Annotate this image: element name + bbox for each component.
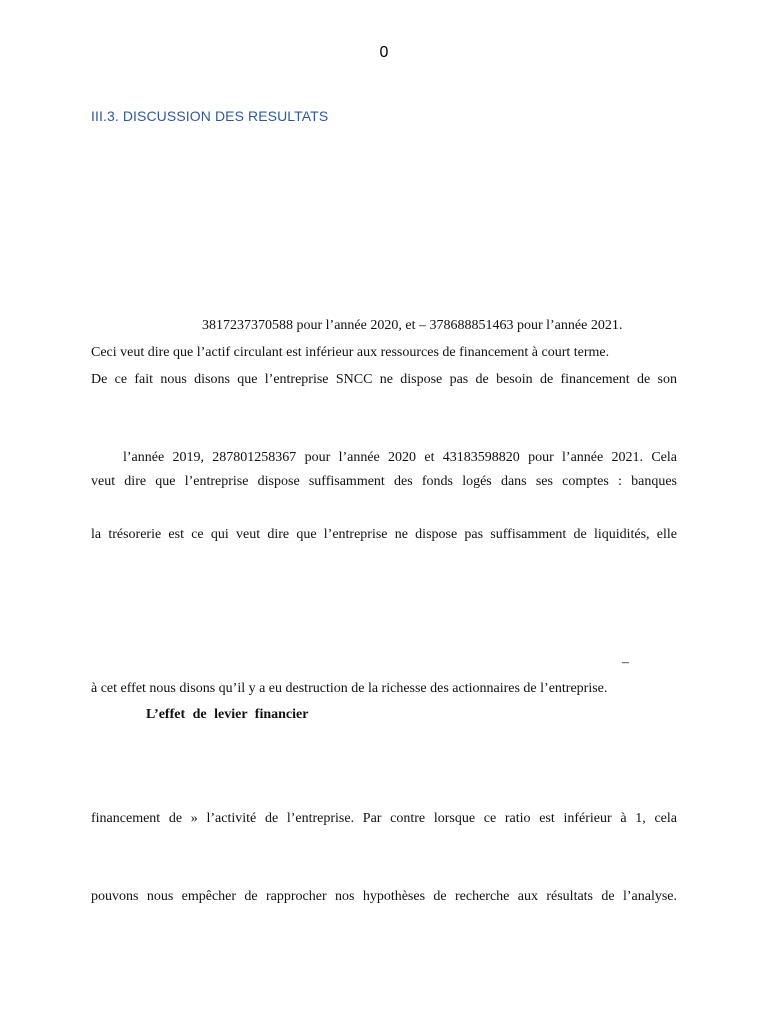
text-line-11: pouvons nous empêcher de rapprocher nos hypothèses de recherche aux résultats de l’analyse. xyxy=(91,889,677,904)
text-line-2: Ceci veut dire que l’actif circulant est inférieur aux ressources de financement à court terme. xyxy=(91,345,610,360)
dash-mark: – xyxy=(622,655,629,670)
subheading-effet-de-levier: L’effet de levier financier xyxy=(146,707,309,722)
text-line-10: financement de » l’activité de l’entreprise. Par contre lorsque ce ratio est inférieur à 1, cela xyxy=(91,811,677,826)
text-line-4: l’année 2019, 287801258367 pour l’année 2020 et 43183598820 pour l’année 2021. Cela xyxy=(123,450,677,465)
text-line-6: la trésorerie est ce qui veut dire que l’entreprise ne dispose pas suffisamment de liquidités, elle xyxy=(91,527,677,542)
text-line-1: 3817237370588 pour l’année 2020, et – 378688851463 pour l’année 2021. xyxy=(202,318,623,333)
text-line-5: veut dire que l’entreprise dispose suffisamment des fonds logés dans ses comptes : banques xyxy=(91,474,677,489)
section-heading: III.3. DISCUSSION DES RESULTATS xyxy=(91,108,329,124)
page-number: 0 xyxy=(379,44,389,61)
text-line-8: à cet effet nous disons qu’il y a eu destruction de la richesse des actionnaires de l’entreprise. xyxy=(91,681,608,696)
text-line-3: De ce fait nous disons que l’entreprise SNCC ne dispose pas de besoin de financement de son xyxy=(91,372,677,387)
